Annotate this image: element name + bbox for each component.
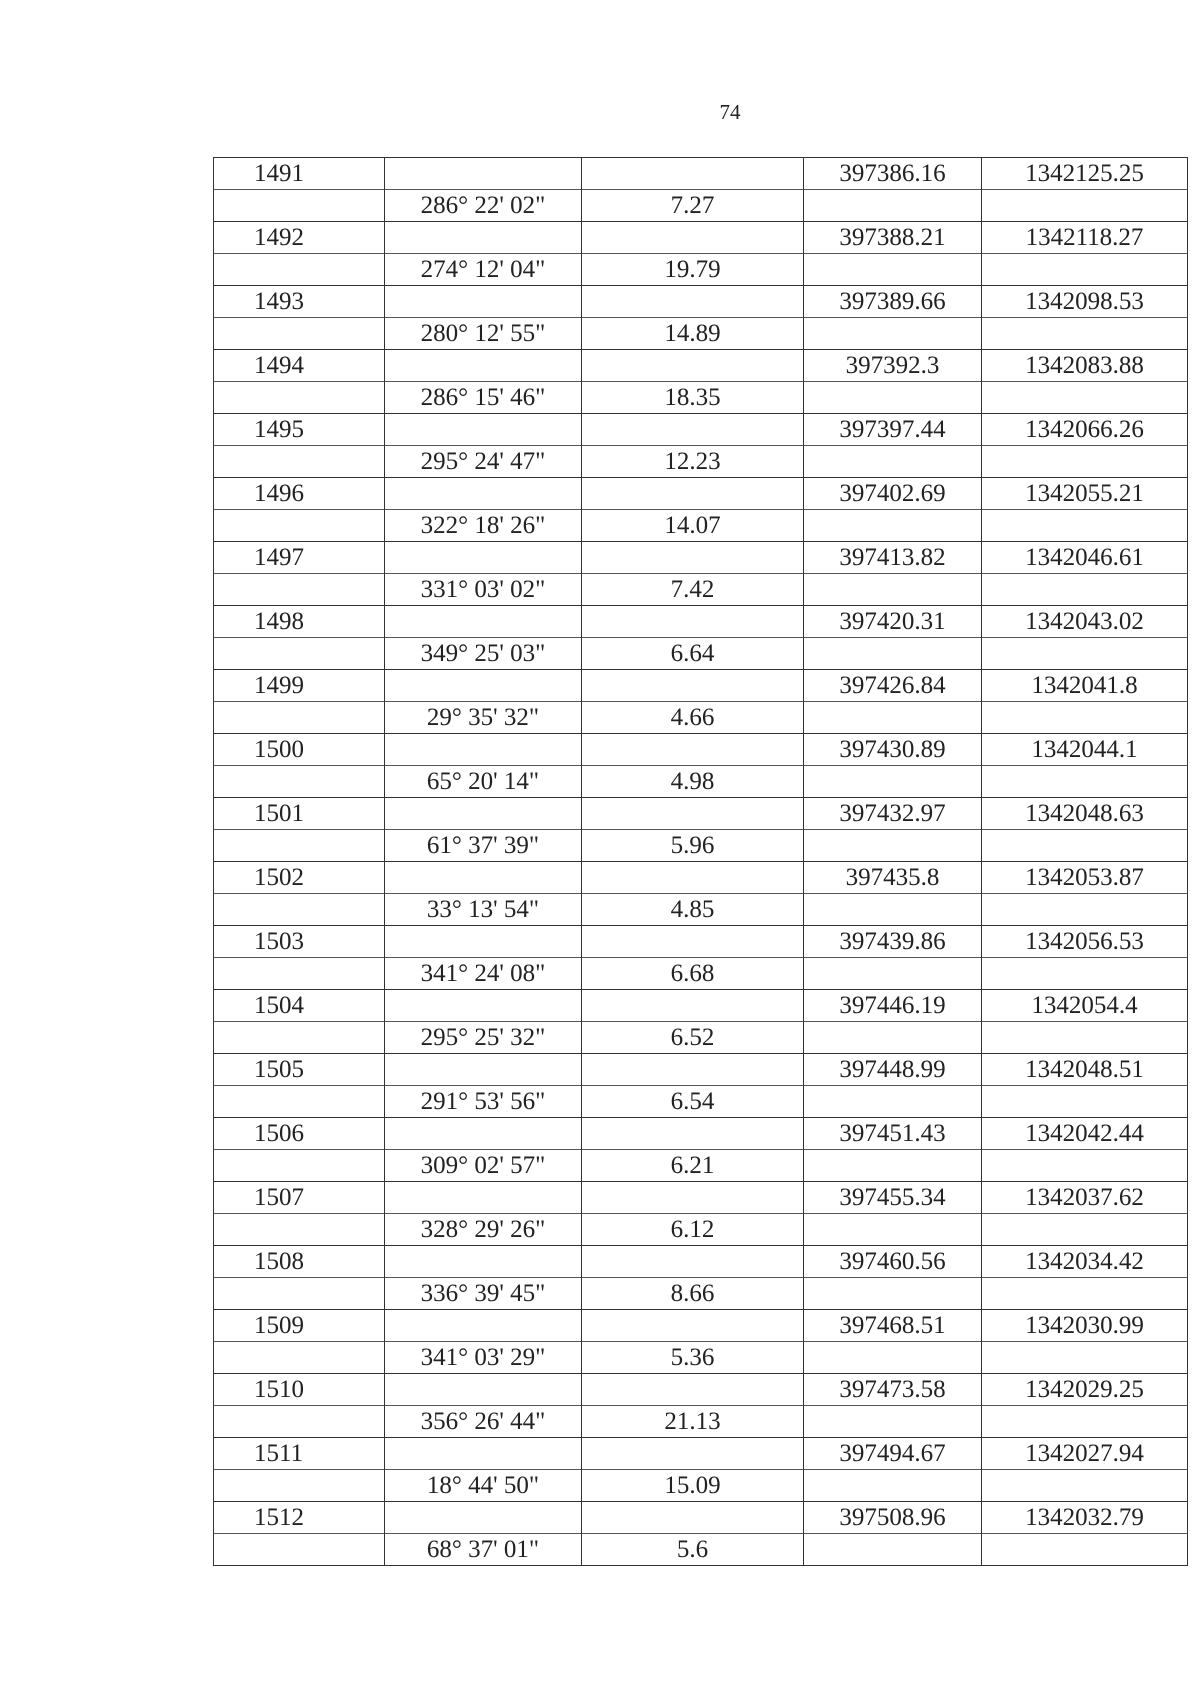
easting-cell: 397430.89: [804, 734, 982, 766]
bearing-cell: [385, 1310, 582, 1342]
distance-cell: [582, 350, 804, 382]
easting-cell: [804, 254, 982, 286]
bearing-cell: [385, 1118, 582, 1150]
bearing-cell: 349° 25' 03": [385, 638, 582, 670]
station-cell: [214, 702, 385, 734]
station-cell: 1501: [214, 798, 385, 830]
bearing-cell: 322° 18' 26": [385, 510, 582, 542]
station-row: [214, 414, 1188, 446]
distance-cell: [582, 414, 804, 446]
easting-cell: 397432.97: [804, 798, 982, 830]
distance-cell: 6.64: [582, 638, 804, 670]
segment-row: [214, 510, 1188, 542]
northing-cell: [982, 702, 1188, 734]
bearing-cell: [385, 286, 582, 318]
easting-cell: [804, 638, 982, 670]
station-cell: 1493: [214, 286, 385, 318]
easting-cell: 397446.19: [804, 990, 982, 1022]
easting-cell: [804, 446, 982, 478]
bearing-cell: [385, 350, 582, 382]
station-row: [214, 734, 1188, 766]
easting-cell: 397494.67: [804, 1438, 982, 1470]
easting-cell: 397508.96: [804, 1502, 982, 1534]
bearing-cell: [385, 158, 582, 190]
distance-cell: [582, 1182, 804, 1214]
bearing-cell: 341° 03' 29": [385, 1342, 582, 1374]
station-cell: 1508: [214, 1246, 385, 1278]
easting-cell: 397435.8: [804, 862, 982, 894]
bearing-cell: 18° 44' 50": [385, 1470, 582, 1502]
segment-row: [214, 574, 1188, 606]
bearing-cell: 291° 53' 56": [385, 1086, 582, 1118]
easting-cell: [804, 1214, 982, 1246]
distance-cell: 7.42: [582, 574, 804, 606]
easting-cell: [804, 1470, 982, 1502]
segment-row: [214, 830, 1188, 862]
station-row: [214, 926, 1188, 958]
bearing-cell: [385, 1182, 582, 1214]
station-cell: 1512: [214, 1502, 385, 1534]
northing-cell: [982, 318, 1188, 350]
easting-cell: 397392.3: [804, 350, 982, 382]
segment-row: [214, 1150, 1188, 1182]
station-cell: 1503: [214, 926, 385, 958]
northing-cell: [982, 1278, 1188, 1310]
station-cell: 1499: [214, 670, 385, 702]
station-row: [214, 1502, 1188, 1534]
easting-cell: [804, 574, 982, 606]
northing-cell: [982, 574, 1188, 606]
distance-cell: [582, 926, 804, 958]
segment-row: [214, 1022, 1188, 1054]
station-cell: [214, 1150, 385, 1182]
easting-cell: [804, 510, 982, 542]
northing-cell: 1342027.94: [982, 1438, 1188, 1470]
station-cell: 1498: [214, 606, 385, 638]
bearing-cell: [385, 542, 582, 574]
station-cell: [214, 574, 385, 606]
station-cell: 1510: [214, 1374, 385, 1406]
easting-cell: [804, 958, 982, 990]
distance-cell: [582, 798, 804, 830]
easting-cell: 397413.82: [804, 542, 982, 574]
northing-cell: [982, 830, 1188, 862]
easting-cell: [804, 1406, 982, 1438]
easting-cell: [804, 190, 982, 222]
bearing-cell: 65° 20' 14": [385, 766, 582, 798]
station-row: [214, 158, 1188, 190]
segment-row: [214, 1534, 1188, 1566]
distance-cell: 21.13: [582, 1406, 804, 1438]
distance-cell: 8.66: [582, 1278, 804, 1310]
easting-cell: [804, 1022, 982, 1054]
easting-cell: 397426.84: [804, 670, 982, 702]
segment-row: [214, 638, 1188, 670]
northing-cell: [982, 1086, 1188, 1118]
bearing-cell: 341° 24' 08": [385, 958, 582, 990]
distance-cell: [582, 606, 804, 638]
distance-cell: [582, 286, 804, 318]
northing-cell: [982, 1534, 1188, 1566]
segment-row: [214, 1342, 1188, 1374]
station-row: [214, 1438, 1188, 1470]
northing-cell: [982, 190, 1188, 222]
easting-cell: [804, 766, 982, 798]
segment-row: [214, 382, 1188, 414]
bearing-cell: 68° 37' 01": [385, 1534, 582, 1566]
station-cell: [214, 1342, 385, 1374]
distance-cell: 5.6: [582, 1534, 804, 1566]
station-cell: [214, 766, 385, 798]
northing-cell: 1342029.25: [982, 1374, 1188, 1406]
easting-cell: [804, 830, 982, 862]
distance-cell: [582, 1118, 804, 1150]
station-cell: [214, 1022, 385, 1054]
distance-cell: 7.27: [582, 190, 804, 222]
bearing-cell: [385, 734, 582, 766]
northing-cell: [982, 1406, 1188, 1438]
station-row: [214, 862, 1188, 894]
station-row: [214, 1374, 1188, 1406]
easting-cell: 397397.44: [804, 414, 982, 446]
easting-cell: [804, 702, 982, 734]
easting-cell: 397473.58: [804, 1374, 982, 1406]
bearing-cell: [385, 862, 582, 894]
bearing-cell: 61° 37' 39": [385, 830, 582, 862]
northing-cell: 1342053.87: [982, 862, 1188, 894]
station-cell: [214, 894, 385, 926]
distance-cell: 19.79: [582, 254, 804, 286]
easting-cell: [804, 1342, 982, 1374]
bearing-cell: 356° 26' 44": [385, 1406, 582, 1438]
station-cell: [214, 254, 385, 286]
distance-cell: [582, 862, 804, 894]
bearing-cell: [385, 990, 582, 1022]
northing-cell: 1342041.8: [982, 670, 1188, 702]
bearing-cell: 29° 35' 32": [385, 702, 582, 734]
bearing-cell: 295° 25' 32": [385, 1022, 582, 1054]
segment-row: [214, 766, 1188, 798]
station-row: [214, 670, 1188, 702]
station-cell: 1491: [214, 158, 385, 190]
station-cell: [214, 638, 385, 670]
northing-cell: 1342044.1: [982, 734, 1188, 766]
northing-cell: 1342037.62: [982, 1182, 1188, 1214]
station-cell: [214, 830, 385, 862]
northing-cell: [982, 1214, 1188, 1246]
survey-coordinates-table: [213, 157, 1188, 1566]
bearing-cell: 331° 03' 02": [385, 574, 582, 606]
bearing-cell: [385, 606, 582, 638]
northing-cell: 1342054.4: [982, 990, 1188, 1022]
station-cell: [214, 446, 385, 478]
easting-cell: 397455.34: [804, 1182, 982, 1214]
bearing-cell: 33° 13' 54": [385, 894, 582, 926]
distance-cell: [582, 1246, 804, 1278]
station-cell: 1502: [214, 862, 385, 894]
northing-cell: [982, 766, 1188, 798]
segment-row: [214, 318, 1188, 350]
northing-cell: 1342048.63: [982, 798, 1188, 830]
northing-cell: 1342083.88: [982, 350, 1188, 382]
easting-cell: 397388.21: [804, 222, 982, 254]
northing-cell: 1342118.27: [982, 222, 1188, 254]
distance-cell: [582, 222, 804, 254]
easting-cell: 397402.69: [804, 478, 982, 510]
northing-cell: [982, 1470, 1188, 1502]
bearing-cell: [385, 1438, 582, 1470]
segment-row: [214, 1086, 1188, 1118]
northing-cell: [982, 254, 1188, 286]
distance-cell: [582, 158, 804, 190]
bearing-cell: 280° 12' 55": [385, 318, 582, 350]
distance-cell: [582, 990, 804, 1022]
easting-cell: [804, 318, 982, 350]
station-cell: [214, 1086, 385, 1118]
distance-cell: 6.21: [582, 1150, 804, 1182]
distance-cell: 6.52: [582, 1022, 804, 1054]
station-cell: [214, 958, 385, 990]
station-row: [214, 478, 1188, 510]
station-row: [214, 350, 1188, 382]
northing-cell: [982, 446, 1188, 478]
station-cell: 1500: [214, 734, 385, 766]
easting-cell: 397468.51: [804, 1310, 982, 1342]
bearing-cell: 274° 12' 04": [385, 254, 582, 286]
station-cell: [214, 510, 385, 542]
distance-cell: [582, 542, 804, 574]
easting-cell: 397448.99: [804, 1054, 982, 1086]
station-cell: 1506: [214, 1118, 385, 1150]
easting-cell: [804, 1150, 982, 1182]
bearing-cell: 286° 22' 02": [385, 190, 582, 222]
bearing-cell: [385, 1246, 582, 1278]
bearing-cell: 336° 39' 45": [385, 1278, 582, 1310]
segment-row: [214, 190, 1188, 222]
distance-cell: [582, 478, 804, 510]
bearing-cell: [385, 1374, 582, 1406]
distance-cell: 12.23: [582, 446, 804, 478]
distance-cell: [582, 1054, 804, 1086]
northing-cell: 1342066.26: [982, 414, 1188, 446]
distance-cell: [582, 734, 804, 766]
station-row: [214, 990, 1188, 1022]
northing-cell: [982, 1342, 1188, 1374]
bearing-cell: 286° 15' 46": [385, 382, 582, 414]
northing-cell: 1342034.42: [982, 1246, 1188, 1278]
northing-cell: 1342056.53: [982, 926, 1188, 958]
northing-cell: [982, 958, 1188, 990]
station-cell: [214, 1534, 385, 1566]
northing-cell: 1342043.02: [982, 606, 1188, 638]
bearing-cell: [385, 670, 582, 702]
northing-cell: 1342048.51: [982, 1054, 1188, 1086]
northing-cell: [982, 894, 1188, 926]
station-cell: 1497: [214, 542, 385, 574]
northing-cell: 1342046.61: [982, 542, 1188, 574]
northing-cell: [982, 638, 1188, 670]
bearing-cell: [385, 926, 582, 958]
easting-cell: [804, 1534, 982, 1566]
easting-cell: [804, 382, 982, 414]
distance-cell: 5.36: [582, 1342, 804, 1374]
distance-cell: 6.12: [582, 1214, 804, 1246]
segment-row: [214, 446, 1188, 478]
bearing-cell: [385, 222, 582, 254]
station-cell: [214, 190, 385, 222]
easting-cell: 397451.43: [804, 1118, 982, 1150]
distance-cell: 14.07: [582, 510, 804, 542]
easting-cell: 397439.86: [804, 926, 982, 958]
station-row: [214, 286, 1188, 318]
station-cell: [214, 1406, 385, 1438]
station-row: [214, 542, 1188, 574]
distance-cell: 4.98: [582, 766, 804, 798]
segment-row: [214, 702, 1188, 734]
station-row: [214, 222, 1188, 254]
table-body: [214, 158, 1188, 1566]
station-cell: 1494: [214, 350, 385, 382]
northing-cell: [982, 510, 1188, 542]
northing-cell: [982, 382, 1188, 414]
station-cell: 1505: [214, 1054, 385, 1086]
distance-cell: 6.54: [582, 1086, 804, 1118]
bearing-cell: [385, 1054, 582, 1086]
segment-row: [214, 1406, 1188, 1438]
station-cell: 1495: [214, 414, 385, 446]
bearing-cell: 295° 24' 47": [385, 446, 582, 478]
segment-row: [214, 1214, 1188, 1246]
station-cell: 1496: [214, 478, 385, 510]
station-row: [214, 1054, 1188, 1086]
segment-row: [214, 254, 1188, 286]
northing-cell: 1342030.99: [982, 1310, 1188, 1342]
distance-cell: [582, 670, 804, 702]
distance-cell: 14.89: [582, 318, 804, 350]
station-row: [214, 606, 1188, 638]
station-cell: 1492: [214, 222, 385, 254]
segment-row: [214, 1278, 1188, 1310]
distance-cell: [582, 1502, 804, 1534]
station-cell: [214, 1214, 385, 1246]
station-cell: [214, 382, 385, 414]
northing-cell: 1342032.79: [982, 1502, 1188, 1534]
northing-cell: 1342125.25: [982, 158, 1188, 190]
northing-cell: 1342098.53: [982, 286, 1188, 318]
northing-cell: [982, 1022, 1188, 1054]
distance-cell: 18.35: [582, 382, 804, 414]
bearing-cell: 328° 29' 26": [385, 1214, 582, 1246]
distance-cell: [582, 1374, 804, 1406]
easting-cell: [804, 894, 982, 926]
station-cell: 1507: [214, 1182, 385, 1214]
station-cell: 1511: [214, 1438, 385, 1470]
station-cell: 1509: [214, 1310, 385, 1342]
segment-row: [214, 958, 1188, 990]
bearing-cell: 309° 02' 57": [385, 1150, 582, 1182]
distance-cell: 15.09: [582, 1470, 804, 1502]
station-cell: [214, 1278, 385, 1310]
easting-cell: 397386.16: [804, 158, 982, 190]
distance-cell: 5.96: [582, 830, 804, 862]
distance-cell: [582, 1438, 804, 1470]
northing-cell: 1342042.44: [982, 1118, 1188, 1150]
station-row: [214, 798, 1188, 830]
page-number: 74: [719, 100, 741, 124]
station-cell: 1504: [214, 990, 385, 1022]
station-cell: [214, 318, 385, 350]
northing-cell: 1342055.21: [982, 478, 1188, 510]
easting-cell: [804, 1278, 982, 1310]
bearing-cell: [385, 798, 582, 830]
easting-cell: [804, 1086, 982, 1118]
bearing-cell: [385, 1502, 582, 1534]
bearing-cell: [385, 478, 582, 510]
segment-row: [214, 1470, 1188, 1502]
northing-cell: [982, 1150, 1188, 1182]
station-row: [214, 1182, 1188, 1214]
station-row: [214, 1118, 1188, 1150]
station-row: [214, 1246, 1188, 1278]
easting-cell: 397389.66: [804, 286, 982, 318]
bearing-cell: [385, 414, 582, 446]
distance-cell: 4.66: [582, 702, 804, 734]
distance-cell: 4.85: [582, 894, 804, 926]
station-row: [214, 1310, 1188, 1342]
distance-cell: 6.68: [582, 958, 804, 990]
distance-cell: [582, 1310, 804, 1342]
station-cell: [214, 1470, 385, 1502]
easting-cell: 397460.56: [804, 1246, 982, 1278]
easting-cell: 397420.31: [804, 606, 982, 638]
segment-row: [214, 894, 1188, 926]
